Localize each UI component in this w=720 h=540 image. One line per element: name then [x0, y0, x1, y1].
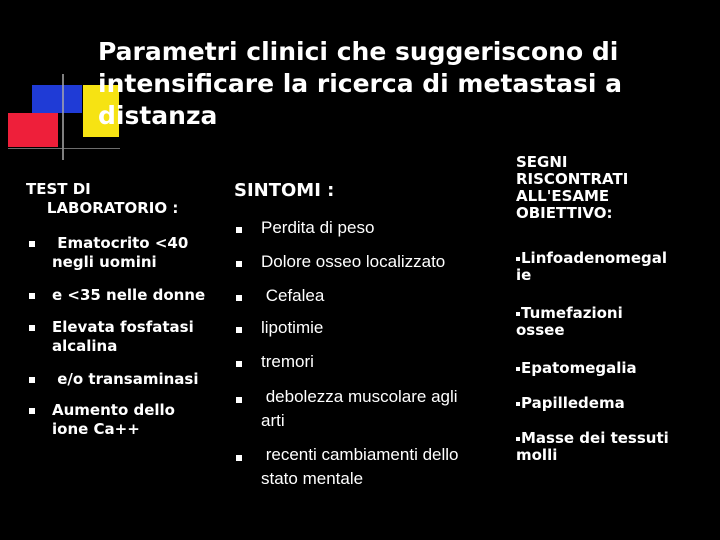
bullet-icon [236, 295, 242, 301]
bullet-icon [516, 402, 520, 406]
bullet-icon [236, 327, 242, 333]
bullet-icon [516, 312, 520, 316]
bullet-icon [29, 293, 35, 299]
symptom-item: recenti cambiamenti dello stato mentale [261, 445, 459, 488]
bullet-icon [29, 377, 35, 383]
sign-item [516, 395, 625, 412]
bullet-icon [516, 437, 520, 441]
bullet-icon [516, 257, 520, 261]
symptom-item: tremori [261, 352, 314, 371]
bullet-icon [236, 261, 242, 267]
lab-item: e <35 nelle donne [52, 286, 206, 304]
bullet-icon [516, 367, 520, 371]
symptom-item: debolezza muscolare agli arti [261, 387, 458, 430]
symptom-item: Dolore osseo localizzato [261, 252, 446, 271]
lab-item: Ematocrito <40 negli uomini [52, 234, 189, 271]
bullet-icon [236, 397, 242, 403]
slide-title: Parametri clinici che suggeriscono di intensificare la ricerca di metastasi a distanza [98, 37, 622, 130]
bullet-icon [236, 361, 242, 367]
symptom-item: lipotimie [261, 318, 324, 337]
symptom-item: Cefalea [261, 286, 325, 305]
bullet-icon [29, 325, 35, 331]
sign-item [516, 430, 669, 464]
bullet-icon [236, 227, 242, 233]
symptom-item: Perdita di peso [261, 218, 375, 237]
sign-item-text: Epatomegalia [521, 359, 637, 377]
lab-item: e/o transaminasi [52, 370, 199, 388]
sign-item [516, 305, 623, 339]
bullet-icon [236, 455, 242, 461]
bullet-icon [29, 241, 35, 247]
sign-item-text: Linfoadenomegal ie [516, 249, 668, 284]
decor-red-square [8, 113, 58, 147]
lab-item: Aumento dello ione Ca++ [52, 401, 175, 438]
sign-item [516, 250, 667, 284]
sign-item [516, 360, 637, 377]
lab-item: Elevata fosfatasi alcalina [52, 318, 194, 355]
sign-item-text: Papilledema [521, 394, 625, 412]
decor-horizontal-line [8, 148, 120, 149]
sign-item-text: Tumefazioni ossee [516, 304, 623, 339]
sign-item-text: Masse dei tessuti molli [516, 429, 669, 464]
bullet-icon [29, 408, 35, 414]
symptoms-heading: SINTOMI : [234, 180, 335, 201]
signs-heading: SEGNI RISCONTRATI ALL'ESAME OBIETTIVO: [516, 153, 629, 222]
lab-tests-heading: TEST DI LABORATORIO : [26, 180, 179, 217]
